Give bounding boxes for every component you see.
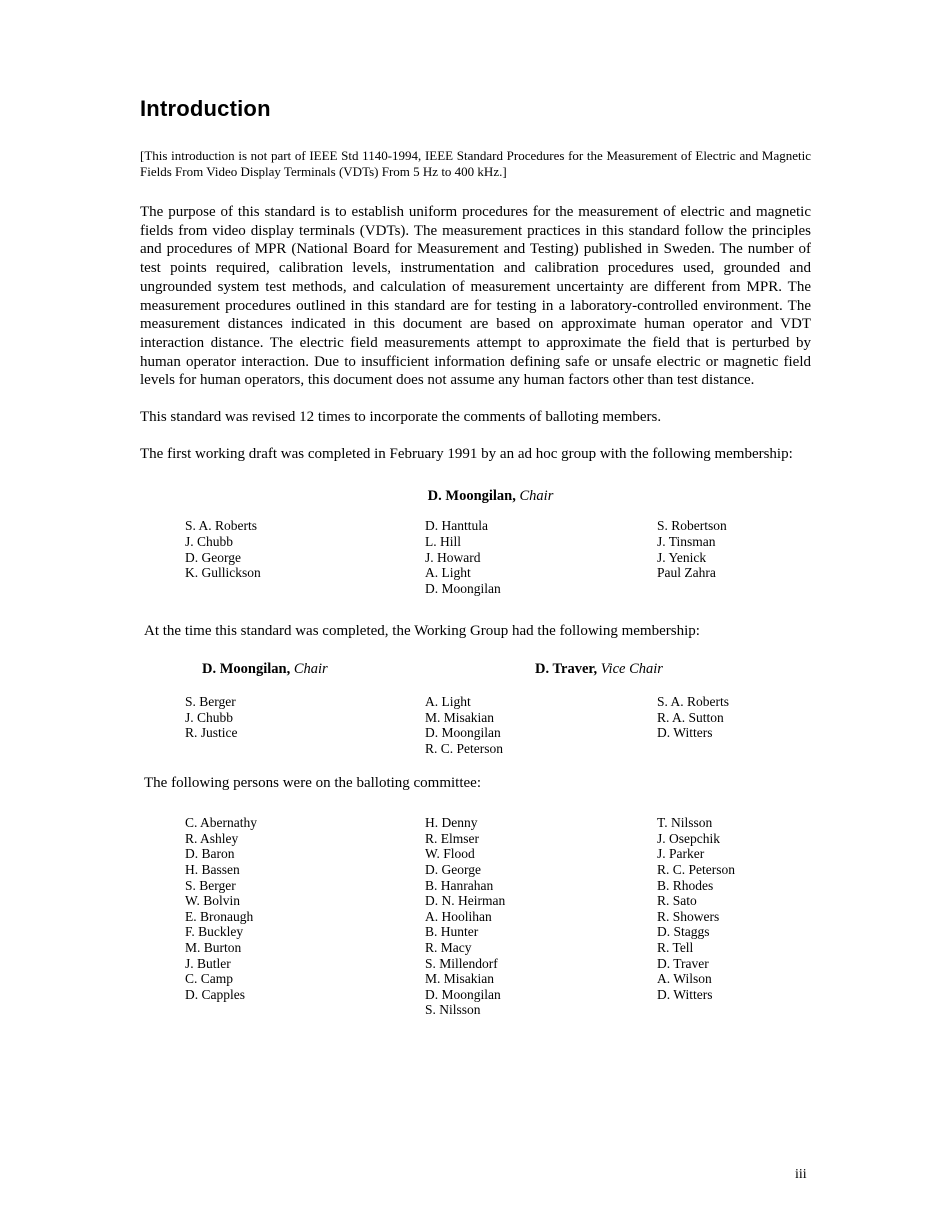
- member-name: S. A. Roberts: [657, 694, 730, 710]
- member-name: M. Misakian: [425, 709, 494, 725]
- member-name: S. Berger: [185, 877, 236, 893]
- member-name: A. Light: [425, 565, 471, 581]
- working-group-chair-line: [140, 660, 811, 678]
- member-name: J. Chubb: [185, 534, 234, 550]
- member-name: B. Hunter: [425, 924, 479, 940]
- member-name: K. Gullickson: [185, 565, 261, 581]
- member-name: J. Osepchik: [657, 830, 720, 846]
- adhoc-column-3: [657, 518, 811, 580]
- member-name: S. A. Roberts: [185, 518, 258, 534]
- member-name: J. Butler: [185, 955, 231, 971]
- member-name: R. A. Sutton: [657, 709, 724, 725]
- member-name: W. Bolvin: [185, 893, 241, 909]
- working-group-column-1: [185, 694, 425, 741]
- member-name: A. Light: [425, 694, 471, 710]
- working-group-member-list: [140, 694, 811, 756]
- member-name: R. C. Peterson: [657, 861, 736, 877]
- adhoc-column-2: [425, 518, 657, 596]
- member-name: D. Baron: [185, 846, 235, 862]
- member-name: W. Flood: [425, 846, 475, 862]
- balloting-column-2: [425, 815, 657, 1018]
- member-name: R. Elmser: [425, 830, 479, 846]
- member-name: M. Burton: [185, 939, 242, 955]
- page-title: Introduction: [140, 96, 271, 121]
- member-name: J. Parker: [657, 846, 705, 862]
- member-name: C. Abernathy: [185, 815, 257, 831]
- member-name: S. Millendorf: [425, 955, 498, 971]
- working-group-paragraph: At the time this standard was completed, the Working Group had the following membership:: [144, 623, 700, 640]
- working-group-chair-name: D. Moongilan,: [202, 661, 291, 678]
- member-name: F. Buckley: [185, 924, 244, 940]
- member-name: J. Tinsman: [657, 534, 716, 550]
- adhoc-chair-role: Chair: [519, 488, 554, 505]
- member-name: R. Sato: [657, 893, 697, 909]
- working-group-chair-role: Chair: [293, 661, 328, 678]
- adhoc-column-1: [185, 518, 425, 580]
- balloting-column-1: [185, 815, 425, 1002]
- member-name: B. Hanrahan: [425, 877, 494, 893]
- member-name: J. Yenick: [657, 549, 707, 565]
- member-name: R. C. Peterson: [425, 740, 504, 756]
- adhoc-member-list: [140, 518, 811, 596]
- member-name: R. Macy: [425, 939, 472, 955]
- member-name: D. N. Heirman: [425, 893, 506, 909]
- member-name: H. Denny: [425, 815, 478, 831]
- balloting-member-list: [140, 815, 811, 1018]
- member-name: E. Bronaugh: [185, 908, 254, 924]
- member-name: J. Howard: [425, 549, 481, 565]
- purpose-paragraph: The purpose of this standard is to establish uniform procedures for the measurement of electric and magnetic fields from video display terminals (VDTs). The measurement practices in this standard follow the principles and procedures of MPR (National Board for Measurement and Testing) published in Sweden. The number of test points required, calibration levels, instrumentation and calibration procedures used, grounded and ungrounded system test methods, and calculation of measurement uncertainty are different from MPR. The measurement procedures outlined in this standard are for testing in a laboratory-controlled environment. The measurement distances indicated in this document are based on approximate human operator and VDT interaction distance. The electric field measurements attempt to approximate the field that is perturbed by human operator interaction. Due to insufficient information defining safe or unsafe electric or magnetic field levels for human operators, this document does not assume any human factors other than test distance.: [140, 204, 811, 389]
- member-name: D. Capples: [185, 986, 245, 1002]
- member-name: C. Camp: [185, 971, 234, 987]
- working-group-column-3: [657, 694, 811, 741]
- member-name: S. Robertson: [657, 518, 727, 534]
- page-number: iii: [795, 1167, 807, 1182]
- balloting-column-3: [657, 815, 811, 1002]
- member-name: R. Showers: [657, 908, 720, 924]
- adhoc-chair-name: D. Moongilan,: [427, 488, 516, 505]
- member-name: D. Witters: [657, 986, 713, 1002]
- member-name: D. Traver: [657, 955, 709, 971]
- working-group-vice-chair-role: Vice Chair: [600, 661, 663, 678]
- page-content: [140, 0, 811, 1018]
- member-name: A. Wilson: [657, 971, 712, 987]
- member-name: R. Justice: [185, 725, 238, 741]
- member-name: D. Moongilan: [425, 580, 501, 596]
- member-name: R. Tell: [657, 939, 694, 955]
- member-name: D. Witters: [657, 725, 713, 741]
- member-name: D. George: [185, 549, 241, 565]
- working-group-vice-chair: [535, 660, 663, 678]
- member-name: T. Nilsson: [657, 815, 713, 831]
- adhoc-chair-line: [140, 487, 811, 505]
- first-draft-paragraph: The first working draft was completed in February 1991 by an ad hoc group with the following membership:: [140, 445, 793, 462]
- member-name: M. Misakian: [425, 971, 494, 987]
- member-name: R. Ashley: [185, 830, 239, 846]
- member-name: D. George: [425, 861, 481, 877]
- member-name: D. Moongilan: [425, 986, 501, 1002]
- working-group-vice-chair-name: D. Traver,: [535, 661, 598, 678]
- member-name: B. Rhodes: [657, 877, 714, 893]
- member-name: J. Chubb: [185, 709, 234, 725]
- member-name: H. Bassen: [185, 861, 240, 877]
- member-name: D. Hanttula: [425, 518, 488, 534]
- balloting-paragraph: The following persons were on the balloting committee:: [144, 775, 482, 792]
- member-name: Paul Zahra: [657, 565, 716, 581]
- member-name: A. Hoolihan: [425, 908, 492, 924]
- introduction-scope-note: [This introduction is not part of IEEE Std 1140-1994, IEEE Standard Procedures for the Measurement of Electric and Magnetic Fields From Video Display Terminals (VDTs) From 5 Hz to 400 kHz.]: [140, 148, 811, 179]
- member-name: D. Moongilan: [425, 725, 501, 741]
- member-name: S. Nilsson: [425, 1002, 481, 1018]
- member-name: S. Berger: [185, 694, 236, 710]
- working-group-chair: [202, 660, 328, 678]
- member-name: L. Hill: [425, 534, 461, 550]
- working-group-column-2: [425, 694, 657, 756]
- revision-paragraph: This standard was revised 12 times to incorporate the comments of balloting members.: [140, 409, 662, 426]
- member-name: D. Staggs: [657, 924, 710, 940]
